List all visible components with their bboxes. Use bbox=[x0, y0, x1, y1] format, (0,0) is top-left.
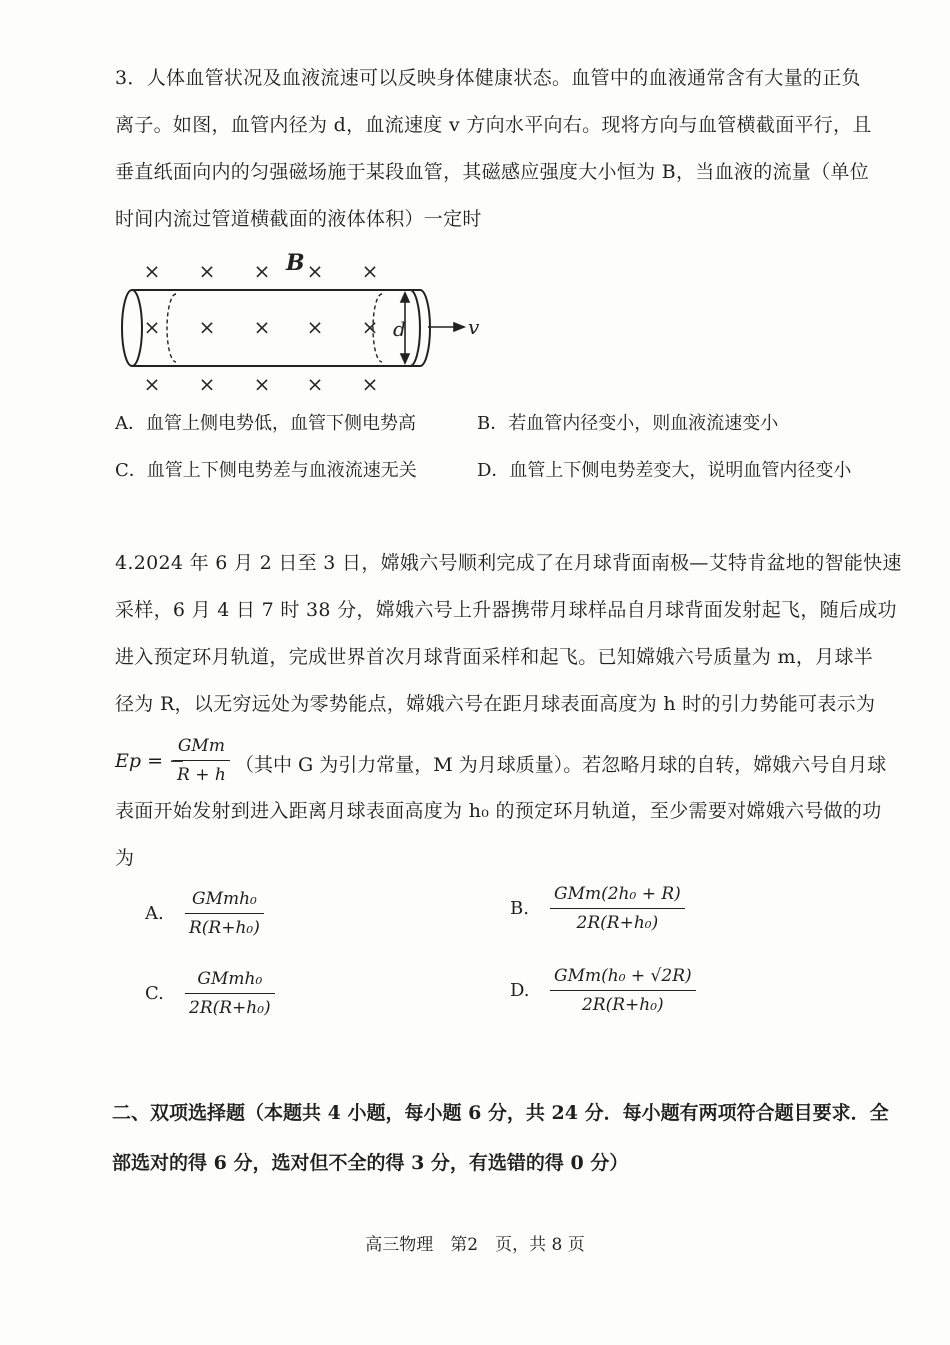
q4-option-d-numerator: GMm(h₀ + √2R) bbox=[550, 962, 696, 991]
q4-line-4: 径为 R，以无穷远处为零势能点，嫦娥六号在距月球表面高度为 h 时的引力势能可表示为 bbox=[115, 693, 876, 715]
q4-option-d[interactable] bbox=[510, 962, 770, 1024]
field-mark: × bbox=[198, 259, 216, 283]
label-v: v bbox=[468, 315, 480, 339]
q4-option-b-fraction bbox=[550, 880, 685, 937]
q4-option-c-denominator: 2R(R+h₀) bbox=[189, 998, 271, 1018]
question-4-text-cont bbox=[115, 788, 915, 882]
q3-option-d[interactable]: D．血管上下侧电势差变大，说明血管内径变小 bbox=[477, 460, 852, 481]
field-mark: × bbox=[253, 315, 271, 339]
field-mark: × bbox=[198, 315, 216, 339]
q3-option-a[interactable]: A．血管上侧电势低，血管下侧电势高 bbox=[115, 413, 416, 434]
potential-energy-formula bbox=[115, 732, 915, 792]
field-mark: × bbox=[143, 372, 161, 396]
q3-option-c[interactable]: C．血管上下侧电势差与血液流速无关 bbox=[115, 460, 417, 481]
q3-options-row-2 bbox=[115, 455, 915, 487]
q4-option-a-fraction bbox=[185, 885, 264, 942]
q4-line-5: 表面开始发射到进入距离月球表面高度为 h₀ 的预定环月轨道，至少需要对嫦娥六号做的功 bbox=[115, 800, 882, 822]
label-d: d bbox=[393, 317, 406, 341]
field-mark: × bbox=[198, 372, 216, 396]
q4-line-1: 4.2024 年 6 月 2 日至 3 日，嫦娥六号顺利完成了在月球背面南极—艾特肯盆地的智能快速 bbox=[115, 552, 902, 574]
field-mark: × bbox=[306, 315, 324, 339]
q3-line-2: 离子。如图，血管内径为 d，血流速度 v 方向水平向右。现将方向与血管横截面平行，且 bbox=[115, 114, 872, 136]
q4-line-3: 进入预定环月轨道，完成世界首次月球背面采样和起飞。已知嫦娥六号质量为 m，月球半 bbox=[115, 646, 874, 668]
q4-option-a-label: A. bbox=[145, 903, 164, 924]
q4-option-a-denominator: R(R+h₀) bbox=[189, 918, 260, 938]
q3-option-b[interactable]: B．若血管内径变小，则血液流速变小 bbox=[477, 413, 779, 434]
section-2-line-2: 部选对的得 6 分，选对但不全的得 3 分，有选错的得 0 分） bbox=[112, 1152, 629, 1174]
field-mark: × bbox=[143, 259, 161, 283]
q3-line-1: 3．人体血管状况及血液流速可以反映身体健康状态。血管中的血液通常含有大量的正负 bbox=[115, 67, 861, 89]
question-4-text bbox=[115, 540, 915, 728]
page-footer: 高三物理 第2 页，共 8 页 bbox=[365, 1235, 585, 1255]
field-mark: × bbox=[306, 372, 324, 396]
q4-line-2: 采样，6 月 4 日 7 时 38 分，嫦娥六号上升器携带月球样品自月球背面发射起飞，随后成功 bbox=[115, 599, 897, 621]
ep-fraction bbox=[173, 732, 230, 789]
q4-option-c[interactable] bbox=[145, 965, 345, 1027]
q3-line-3: 垂直纸面向内的匀强磁场施于某段血管，其磁感应强度大小恒为 B，当血液的流量（单位 bbox=[115, 161, 870, 183]
ep-lhs: Ep = − bbox=[115, 750, 185, 772]
q4-option-c-label: C. bbox=[145, 983, 164, 1004]
ep-numerator: GMm bbox=[173, 732, 230, 761]
q4-option-b[interactable] bbox=[510, 880, 770, 942]
q3-line-4: 时间内流过管道横截面的液体体积）一定时 bbox=[115, 208, 482, 230]
field-mark: × bbox=[143, 315, 161, 339]
field-mark: × bbox=[361, 372, 379, 396]
q4-line-6: 为 bbox=[115, 847, 135, 869]
q4-option-d-denominator: 2R(R+h₀) bbox=[581, 995, 664, 1015]
ep-denominator: R + h bbox=[177, 765, 226, 785]
q4-option-b-numerator: GMm(2h₀ + R) bbox=[550, 880, 685, 909]
q4-option-a-numerator: GMmh₀ bbox=[185, 885, 264, 914]
question-3-text bbox=[115, 55, 915, 243]
velocity-arrow bbox=[428, 323, 464, 331]
q4-option-d-label: D. bbox=[510, 980, 530, 1001]
field-mark: × bbox=[306, 259, 324, 283]
field-mark: × bbox=[361, 259, 379, 283]
field-mark: × bbox=[361, 315, 379, 339]
q4-option-b-label: B. bbox=[510, 898, 529, 919]
blood-vessel-figure bbox=[110, 248, 490, 398]
q4-option-d-fraction bbox=[550, 962, 696, 1019]
q4-option-a[interactable] bbox=[145, 885, 345, 947]
q4-option-c-numerator: GMmh₀ bbox=[185, 965, 275, 994]
q3-options-row-1 bbox=[115, 408, 915, 440]
field-mark: × bbox=[253, 259, 271, 283]
q4-option-b-denominator: 2R(R+h₀) bbox=[576, 913, 659, 933]
ep-note: （其中 G 为引力常量，M 为月球质量）。若忽略月球的自转，嫦娥六号自月球 bbox=[235, 754, 887, 776]
vessel-tube bbox=[122, 290, 430, 366]
label-B: B bbox=[286, 250, 305, 276]
section-2-heading bbox=[112, 1088, 932, 1188]
q4-option-c-fraction bbox=[185, 965, 275, 1022]
field-mark: × bbox=[253, 372, 271, 396]
section-2-line-1: 二、双项选择题（本题共 4 小题，每小题 6 分，共 24 分．每小题有两项符合题目要求．全 bbox=[112, 1102, 889, 1124]
